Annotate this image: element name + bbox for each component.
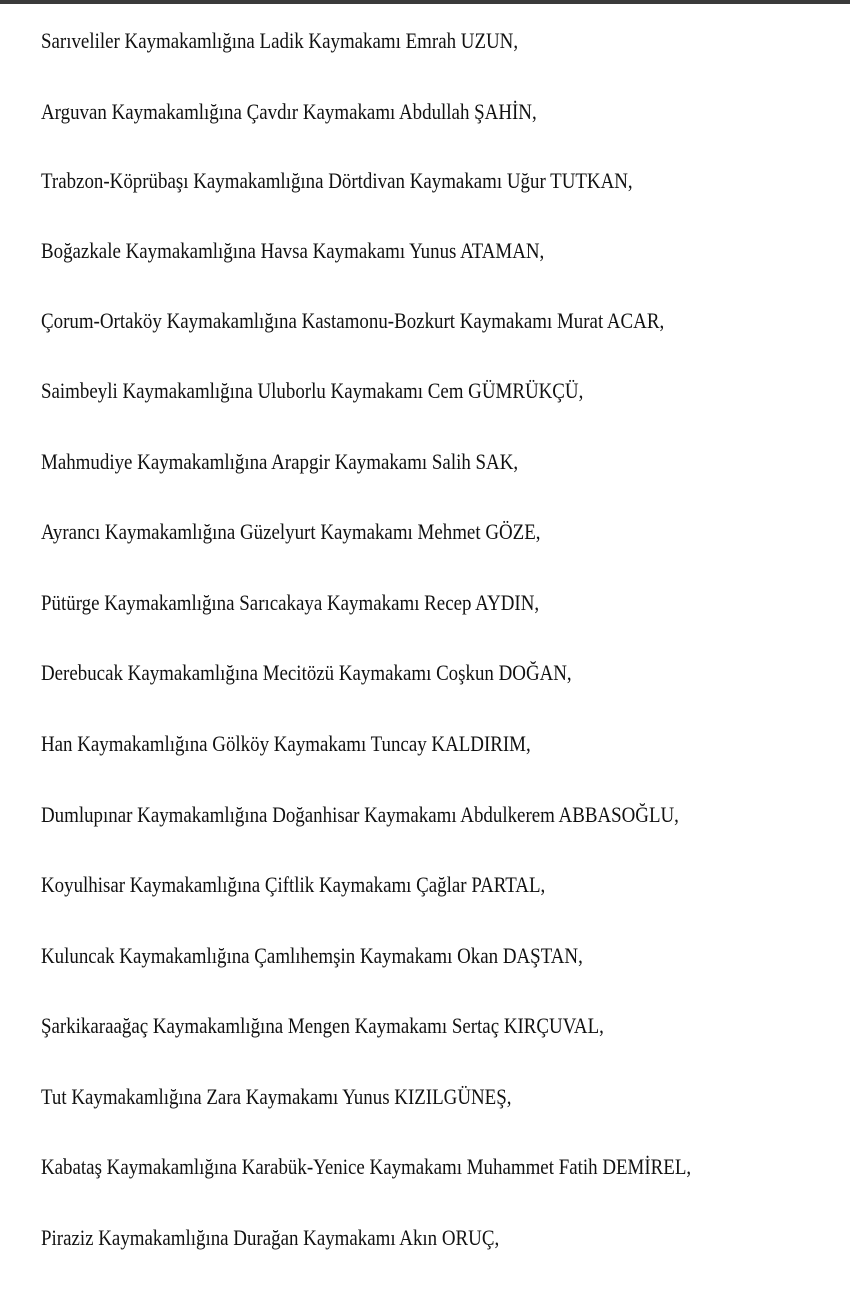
appointment-line: Boğazkale Kaymakamlığına Havsa Kaymakamı Yunus ATAMAN, — [41, 238, 545, 263]
appointment-line: Tut Kaymakamlığına Zara Kaymakamı Yunus KIZILGÜNEŞ, — [41, 1084, 512, 1109]
appointment-line: Kuluncak Kaymakamlığına Çamlıhemşin Kaymakamı Okan DAŞTAN, — [41, 943, 583, 968]
appointment-line: Koyulhisar Kaymakamlığına Çiftlik Kaymakamı Çağlar PARTAL, — [41, 872, 546, 897]
appointment-line: Ayrancı Kaymakamlığına Güzelyurt Kaymakamı Mehmet GÖZE, — [41, 519, 541, 544]
appointment-line: Trabzon-Köprübaşı Kaymakamlığına Dörtdivan Kaymakamı Uğur TUTKAN, — [41, 168, 633, 193]
appointment-line: Arguvan Kaymakamlığına Çavdır Kaymakamı Abdullah ŞAHİN, — [41, 99, 537, 124]
appointment-line: Piraziz Kaymakamlığına Durağan Kaymakamı Akın ORUÇ, — [41, 1225, 500, 1250]
appointment-line: Pütürge Kaymakamlığına Sarıcakaya Kaymakamı Recep AYDIN, — [41, 590, 540, 615]
appointment-line: Çorum-Ortaköy Kaymakamlığına Kastamonu-Bozkurt Kaymakamı Murat ACAR, — [41, 308, 665, 333]
appointment-line: Kabataş Kaymakamlığına Karabük-Yenice Kaymakamı Muhammet Fatih DEMİREL, — [41, 1154, 692, 1179]
appointment-line: Han Kaymakamlığına Gölköy Kaymakamı Tuncay KALDIRIM, — [41, 731, 531, 756]
appointment-line: Mahmudiye Kaymakamlığına Arapgir Kaymakamı Salih SAK, — [41, 449, 519, 474]
appointment-line: Sarıveliler Kaymakamlığına Ladik Kaymakamı Emrah UZUN, — [41, 28, 519, 53]
appointment-line: Şarkikaraağaç Kaymakamlığına Mengen Kaymakamı Sertaç KIRÇUVAL, — [41, 1013, 604, 1038]
appointment-line: Saimbeyli Kaymakamlığına Uluborlu Kaymakamı Cem GÜMRÜKÇÜ, — [41, 378, 584, 403]
appointment-line: Derebucak Kaymakamlığına Mecitözü Kaymakamı Coşkun DOĞAN, — [41, 660, 572, 685]
appointment-line: Dumlupınar Kaymakamlığına Doğanhisar Kaymakamı Abdulkerem ABBASOĞLU, — [41, 802, 679, 827]
